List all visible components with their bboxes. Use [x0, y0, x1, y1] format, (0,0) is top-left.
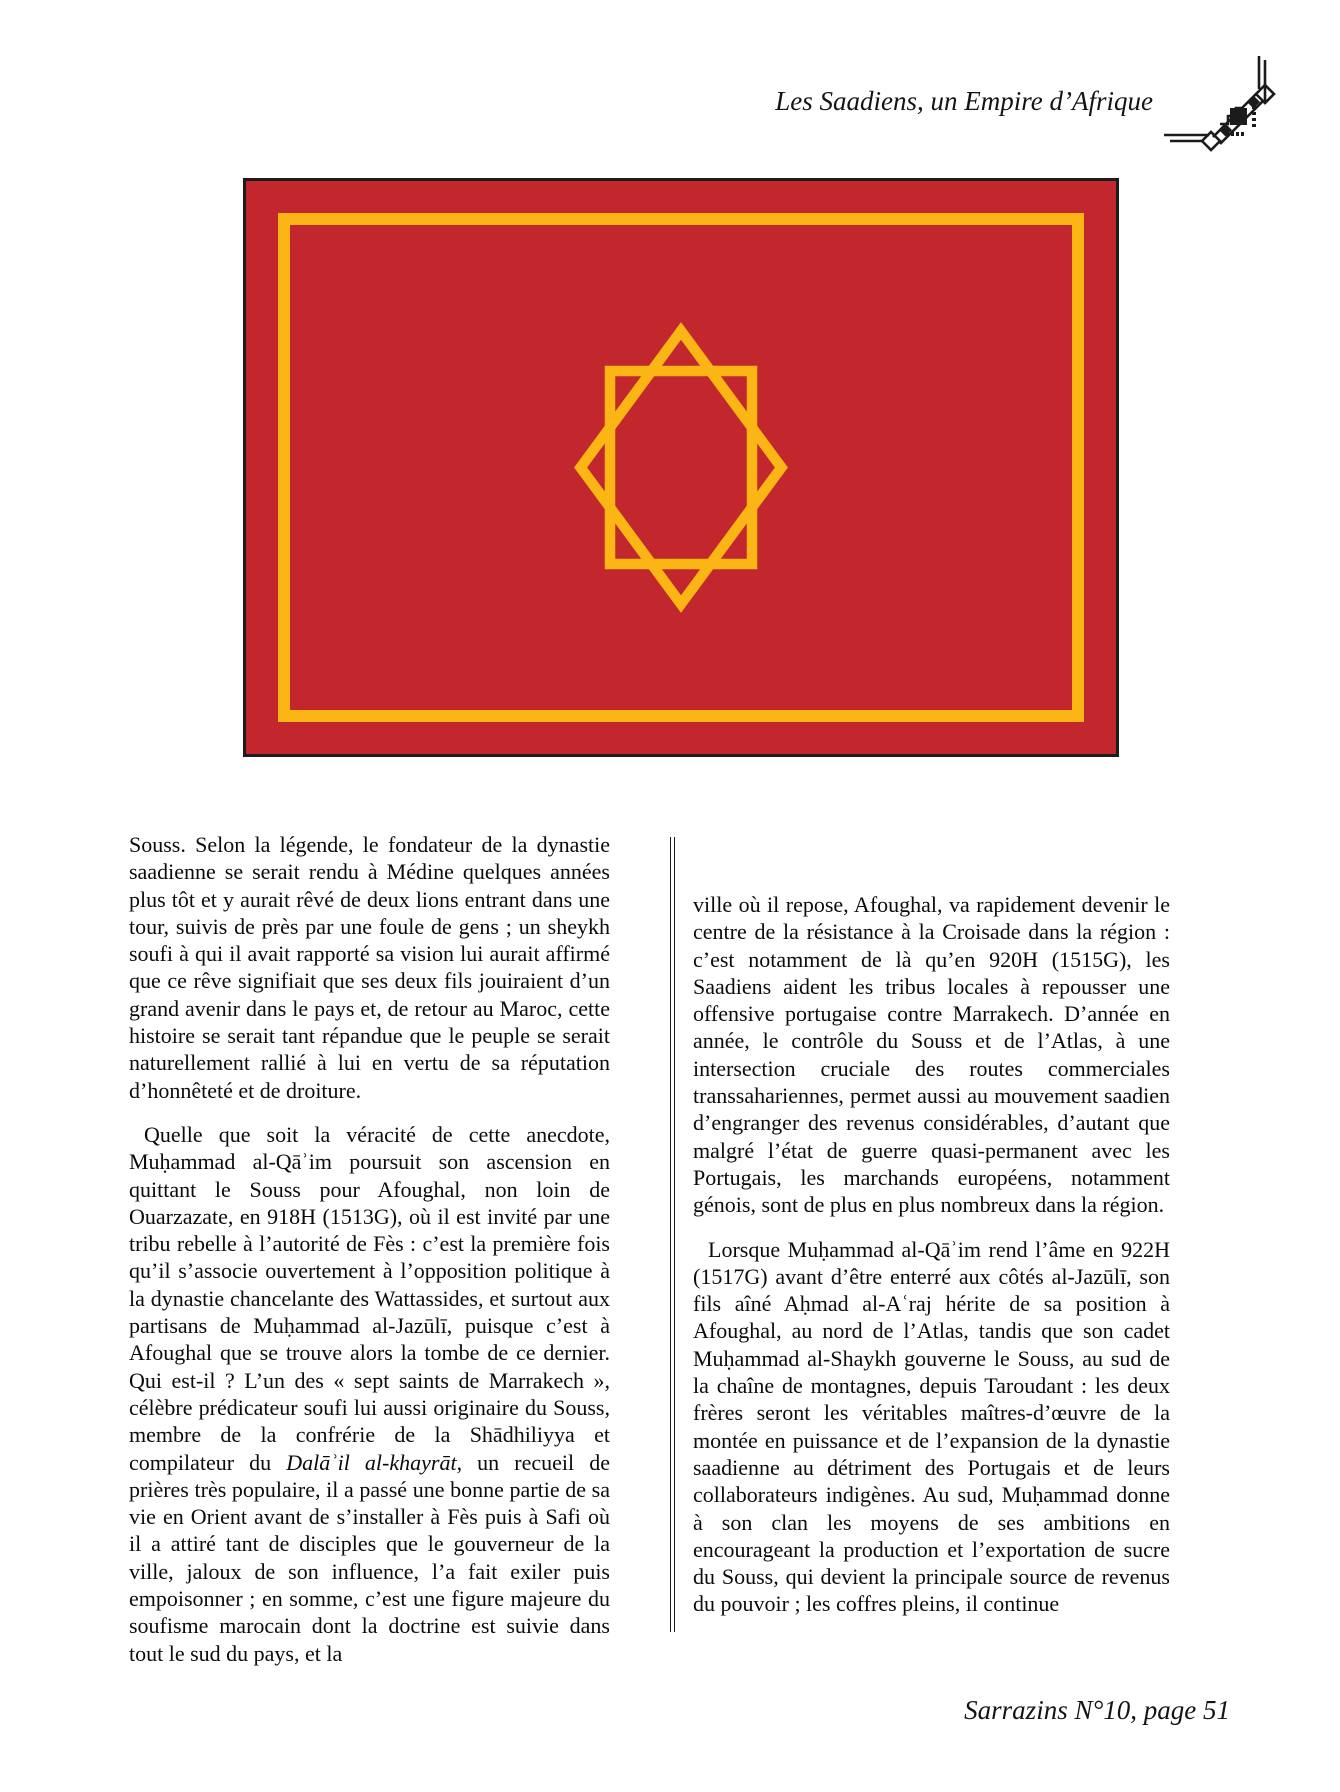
- paragraph: ville où il repose, Afoughal, va rapidement devenir le centre de la résistance à la Croisade dans la région : c’est notamment de là qu’en 920H (1515G), les Saadiens aident les tribus locales à repousser une offensive portugaise contre Marrakech. D’année en année, le contrôle du Souss et de l’Atlas, à une intersection cruciale des routes commerciales transsahariennes, permet aussi au mouvement saadien d’engranger des revenus considérables, d’autant que malgré l’état de guerre quasi-permanent avec les Portugais, les marchands européens, notamment génois, sont de plus en plus nombreux dans la région.: [693, 892, 1170, 1218]
- column-divider: [670, 837, 675, 1632]
- left-column: [129, 831, 610, 1667]
- paragraph: Quelle que soit la véracité de cette anecdote, Muḥammad al-Qāʾim poursuit son ascension en quittant le Souss pour Afoughal, non loin de Ouarzazate, en 918H (1513G), où il est invité par une tribu rebelle à l’autorité de Fès : c’est la première fois qu’il s’associe ouvertement à l’opposition politique à la dynastie chancelante des Wattassides, et surtout aux partisans de Muḥammad al-Jazūlī, puisque c’est à Afoughal que se trouve alors la tombe de ce dernier. Qui est-il ? L’un des « sept saints de Marrakech », célèbre prédicateur soufi lui aussi originaire du Souss, membre de la confrérie de la Shādhiliyya et compilateur du Dalāʾil al-khayrāt, un recueil de prières très populaire, il a passé une bonne partie de sa vie en Orient avant de s’installer à Fès puis à Safi où il a attiré tant de disciples que le gouverneur de la ville, jaloux de son influence, l’a fait exiler puis empoisonner ; en somme, c’est une figure majeure du soufisme marocain dont la doctrine est suivie dans tout le sud du pays, et la: [129, 1121, 610, 1666]
- paragraph: Souss. Selon la légende, le fondateur de la dynastie saadienne se serait rendu à Médine quelques années plus tôt et y aurait rêvé de deux lions entrant dans une tour, suivis de près par une foule de gens ; un sheykh soufi à qui il avait rapporté sa vision lui aurait affirmé que ce rêve signifiait que ses deux fils jouiraient d’un grand avenir dans le pays et, de retour au Maroc, cette histoire se serait tant répandue que le peuple se serait naturellement rallié à lui en vertu de sa réputation d’honnêteté et de droiture.: [129, 832, 610, 1103]
- running-header-title: Les Saadiens, un Empire d’Afrique: [775, 86, 1153, 116]
- page-footer: Sarrazins N°10, page 51: [964, 1695, 1230, 1725]
- paragraph: Lorsque Muḥammad al-Qāʾim rend l’âme en 922H (1517G) avant d’être enterré aux côtés al-Jazūlī, son fils aîné Aḥmad al-Aʿraj hérite de sa position à Afoughal, au nord de l’Atlas, tandis que son cadet Muḥammad al-Shaykh gouverne le Souss, au sud de la chaîne de montagnes, depuis Taroudant : les deux frères seront les véritables maîtres-d’œuvre de la montée en puissance et de l’expansion de la dynastie saadienne au détriment des Portugais et de leurs collaborateurs indigènes. Au sud, Muḥammad donne à son clan les moyens de ses ambitions en encourageant la production et l’exportation de sucre du Souss, qui devient la principale source de revenus du pouvoir ; les coffres pleins, il continue: [693, 1236, 1170, 1617]
- corner-ornament-icon: [1164, 56, 1296, 160]
- saadian-flag-image: [243, 178, 1119, 757]
- eight-pointed-star-icon: [246, 181, 1116, 754]
- right-column: [693, 891, 1170, 1618]
